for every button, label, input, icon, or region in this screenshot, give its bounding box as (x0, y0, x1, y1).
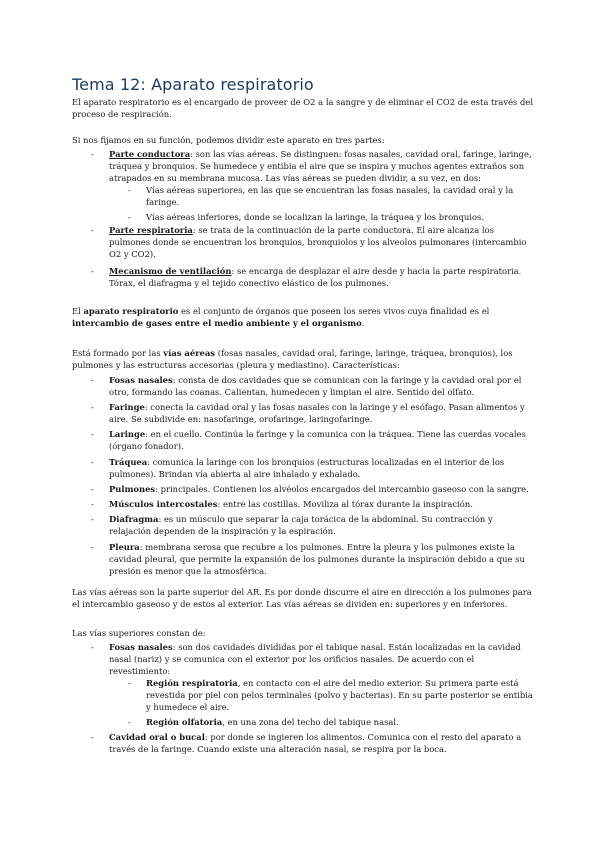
page-title: Tema 12: Aparato respiratorio (72, 75, 314, 94)
upper-list-2 (72, 731, 534, 758)
list-item (72, 513, 534, 537)
item-text: : conecta la cavidad oral y las fosas nasales con la laringe y el esófago. Pasan alimentos y aire. Se subdivide en: nasofaringe, orofaringe, laringofaringe. (109, 402, 525, 425)
item-text: : comunica la laringe con los bronquios (estructuras localizadas en el interior de los pulmones). Brindan vía abierta al aire inhalado y exhalado. (109, 456, 505, 479)
upper-intro: Las vías superiores constan de: (72, 628, 206, 638)
parts-list-3 (72, 265, 534, 292)
term: Tráquea (109, 456, 148, 467)
term: Mecanismo de ventilación (109, 266, 232, 276)
list-item (72, 541, 534, 577)
comp-text: (fosas nasales, cavidad oral, faringe, laringe, tráquea, bronquios), los pulmones y las estructuras accesorias (pleura y mediastino). Características: (72, 348, 513, 371)
term: Fosas nasales (109, 375, 173, 385)
list-item (72, 483, 534, 495)
def-end: . (361, 318, 365, 329)
list-item (72, 401, 534, 425)
item-text: : se encarga de desplazar el aire desde y hacia la parte respiratoria. Tórax, el diafragma y el tejido conectivo elástico de los pulmones. (109, 266, 522, 289)
sublist (109, 184, 534, 223)
item-text: : principales. Contienen los alvéolos encargados del intercambio gaseoso con la sangre. (155, 483, 529, 494)
item-text: : en el cuello. Continúa la faringe y la comunica con la tráquea. Tiene las cuerdas vocales (órgano fonador). (109, 429, 526, 452)
list-item (72, 498, 534, 510)
list-item (72, 428, 534, 452)
item-text: : entre las costillas. Moviliza al tórax durante la inspiración. (217, 499, 473, 510)
list-item (72, 374, 534, 398)
item-text: , en contacto con el aire del medio exterior. Su primera parte está revestida por piel con pelos terminales (polvo y bacterias). En su parte posterior se entibia y humedece el aire. (146, 678, 533, 713)
def-pre: El (72, 306, 84, 316)
term: Parte conductora (109, 149, 191, 159)
item-text: : se trata de la continuación de la parte conductora. El aire alcanza los pulmones donde se encuentran los bronquios, bronquiolos y los alveolos pulmonares (intercambio O2 y CO2). (109, 225, 527, 260)
term: Músculos intercostales (109, 499, 218, 510)
list-item (109, 677, 534, 713)
def-term: aparato respiratorio (83, 306, 179, 316)
composition-paragraph (72, 347, 534, 371)
item-text: : son dos cavidades divididas por el tabique nasal. Están localizadas en la cavidad nasal (nariz) y se comunica con el exterior por los orificios nasales. De acuerdo con el revestimiento: (109, 642, 521, 677)
list-item (72, 641, 534, 728)
term: Región respiratoria (146, 678, 238, 689)
parts-list (72, 148, 534, 226)
term: Faringe (109, 402, 145, 413)
list-item: - Vías aéreas superiores, en las que se encuentran las fosas nasales, la cavidad oral y la faringe. (109, 184, 534, 208)
item-text: : consta de dos cavidades que se comunican con la faringe y la cavidad oral por el otro, formando las coanas. Calientan, humedecen y limpian el aire. Sentido del olfato. (109, 375, 522, 398)
characteristics-list (72, 374, 534, 580)
def-term2: intercambio de gases entre el medio ambiente y el organismo (72, 318, 362, 329)
intro-paragraph: El aparato respiratorio es el encargado de proveer de O2 a la sangre y de eliminar el CO2 de esta través del proceso de respiración. (72, 97, 533, 120)
item-text: : son las vías aéreas. Se distinguen: fosas nasales, cavidad oral, faringe, laringe, tráquea y bronquios. Se humedece y entibia el aire que se inspira y muchos agentes extraños son atrapados en su membrana mucosa. Las vías aéreas se pueden dividir, a su vez, en dos: (109, 149, 532, 184)
definition-paragraph (72, 305, 534, 329)
list-item (72, 224, 534, 260)
function-intro: Si nos fijamos en su función, podemos dividir este aparato en tres partes: (72, 135, 385, 145)
comp-pre: Está formado por las (72, 348, 164, 358)
list-item (72, 456, 534, 480)
item-text: , en una zona del techo del tabique nasal. (222, 717, 399, 728)
parts-list-2 (72, 224, 534, 263)
airways-paragraph: Las vías aéreas son la parte superior del AR. Es por donde discurre el aire en dirección a los pulmones para el intercambio gaseoso y de estos al exterior. Las vías aéreas se dividen en: superiores y en inferiores. (72, 587, 532, 610)
comp-term: vías aéreas (163, 348, 216, 358)
term: Cavidad oral o bucal (109, 732, 205, 742)
item-text: : es un músculo que separar la caja torácica de la abdominal. Su contracción y relajación dependen de la inspiración y la espiración. (109, 514, 493, 537)
term: Región olfatoria (146, 717, 223, 728)
term: Parte respiratoria (109, 225, 193, 235)
term: Fosas nasales (109, 642, 173, 652)
sublist (109, 677, 534, 728)
list-item (109, 716, 534, 728)
list-item: - Vías aéreas inferiores, donde se localizan la laringe, la tráquea y los bronquios. (109, 211, 534, 223)
term: Diafragma (109, 514, 159, 525)
def-mid: es el conjunto de órganos que poseen los seres vivos cuya finalidad es el (178, 306, 490, 316)
term: Laringe (109, 429, 146, 440)
item-text: : membrana serosa que recubre a los pulmones. Entre la pleura y los pulmones existe la cavidad pleural, que permite la expansión de los pulmones durante la inspiración debido a que su presión es menor que la atmosférica. (109, 541, 525, 576)
term: Pulmones (109, 483, 156, 494)
term: Pleura (109, 541, 140, 552)
item-text: : por donde se ingieren los alimentos. Comunica con el resto del aparato a través de la faringe. Cuando existe una alteración nasal, se respira por la boca. (109, 732, 522, 755)
upper-list (72, 641, 534, 731)
list-item (72, 148, 534, 223)
list-item (72, 731, 534, 755)
list-item (72, 265, 534, 289)
